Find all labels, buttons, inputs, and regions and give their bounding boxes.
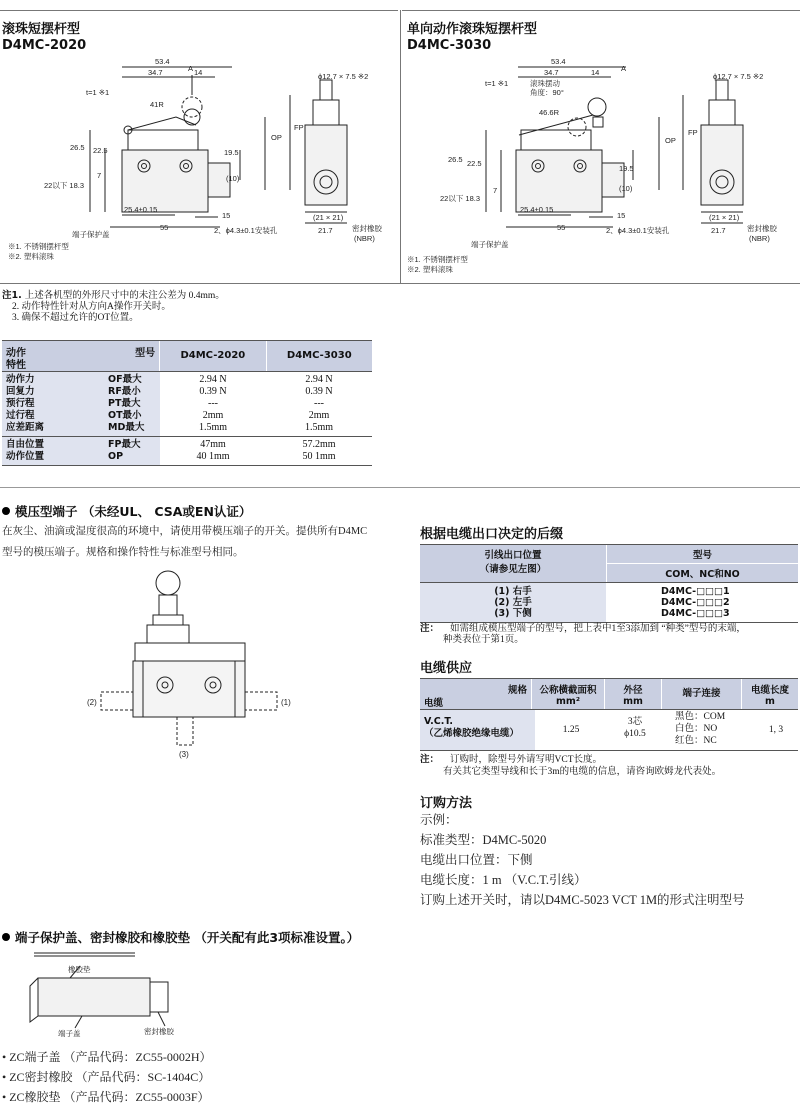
- left-dimension-drawing: [0, 55, 400, 280]
- cable-terminal-color: 白色：NO: [675, 724, 718, 734]
- molded-title: [2, 502, 251, 520]
- right-code: D4MC-3030: [407, 38, 492, 53]
- r-dim-254: 25.4±0.15: [520, 205, 554, 214]
- label-cover: 端子保护盖: [72, 230, 110, 239]
- r-dim-14: 14: [591, 68, 600, 77]
- accessories-drawing: [20, 948, 220, 1043]
- cable-hdr-od: 外径: [623, 685, 643, 696]
- r-dim-55: 55: [557, 223, 566, 232]
- order-line: 示例：: [420, 813, 458, 827]
- r-dim-travel: 滚珠摆动: [530, 79, 560, 88]
- r-dim-a: A: [621, 64, 627, 73]
- spec-name: 过行程: [6, 410, 35, 421]
- cable-hdr-terminal: 端子连接: [662, 679, 742, 709]
- spec-symbol: FP最大: [108, 439, 141, 450]
- r-dim-angle: 角度：90°: [530, 88, 564, 97]
- note-1: ※1. 不锈钢摆杆型: [8, 242, 69, 251]
- note-3-text: 3. 确保不超过允许的OT位置。: [12, 313, 139, 323]
- cable-hdr-length: 电缆长度: [750, 685, 789, 696]
- spec-symbol: RF最小: [108, 386, 141, 397]
- r-dim-op: OP: [665, 136, 676, 145]
- left-title: 滚珠短摆杆型: [2, 22, 81, 37]
- left-code: D4MC-2020: [2, 38, 87, 53]
- cable-od-cores: 3芯: [627, 717, 643, 727]
- bullet-icon: [2, 933, 10, 941]
- suffix-positions: [420, 583, 606, 622]
- r-dim-534: 53.4: [551, 57, 566, 66]
- suffix-hdr-position-note: （请参见左图）: [479, 564, 547, 575]
- spec-symbol: OT最小: [108, 410, 142, 421]
- suffix-title: 根据电缆出口决定的后缀: [420, 527, 564, 542]
- r-dim-t: t=1 ※1: [485, 79, 509, 88]
- dim-hole: 2、ϕ4.3±0.1安装孔: [214, 226, 278, 235]
- molded-title-text: 模压型端子 （未经UL、 CSA或EN认证）: [15, 504, 252, 519]
- label-terminal-cover: 端子盖: [58, 1029, 81, 1038]
- cable-table: [420, 678, 798, 751]
- right-dimension-drawing: [401, 55, 800, 280]
- spec-value-3030: 2.94 N: [305, 374, 333, 385]
- accessory-item: • ZC端子盖 （产品代码：ZC55-0002H）: [2, 1050, 212, 1064]
- r-dim-roller: ϕ12.7 × 7.5 ※2: [713, 72, 764, 81]
- cable-hdr-spec: 规格: [507, 685, 527, 696]
- dim-22: 22以下 18.3: [44, 181, 85, 190]
- dim-195: 19.5: [224, 148, 239, 157]
- dim-41r: 41R: [150, 100, 164, 109]
- r-dim-265: 26.5: [448, 155, 463, 164]
- r-dim-7: 7: [493, 186, 498, 195]
- suffix-hdr-position: 引线出口位置: [484, 550, 542, 561]
- dim-534: 53.4: [155, 57, 170, 66]
- dim-op: OP: [271, 133, 282, 142]
- accessories-title-text: 端子保护盖、密封橡胶和橡胶垫 （开关配有此3项标准设置。）: [15, 930, 360, 945]
- dim-fp: FP: [294, 123, 304, 132]
- cable-note-label: 注：: [420, 754, 440, 765]
- dim-21: (21 × 21): [313, 213, 344, 222]
- spec-name: 动作力: [6, 374, 35, 385]
- accessory-item: • ZC橡胶垫 （产品代码：ZC55-0003F）: [2, 1090, 210, 1104]
- spec-symbol: PT最大: [108, 398, 141, 409]
- spec-symbol: OP: [108, 451, 124, 462]
- cable-name-2: （乙烯橡胶绝缘电缆）: [424, 728, 520, 739]
- operating-characteristics-table: [2, 340, 372, 466]
- top-border-left: [0, 10, 398, 11]
- spec-row-label: [2, 439, 160, 451]
- note-2-text: 2. 动作特性针对从方向A操作开关时。: [12, 302, 171, 312]
- dim-55: 55: [160, 223, 169, 232]
- dim-347: 34.7: [148, 68, 163, 77]
- order-line: 标准类型：D4MC-5020: [420, 833, 547, 847]
- hdr-model: 型号: [135, 348, 156, 359]
- order-line: 订购上述开关时，请以D4MC-5023 VCT 1M的形式注明型号: [420, 893, 745, 907]
- dim-7: 7: [97, 171, 102, 180]
- label-2: (2): [87, 698, 97, 707]
- spec-name: 回复力: [6, 386, 35, 397]
- spec-row-label: [2, 398, 160, 410]
- section-divider: [0, 487, 800, 488]
- suffix-note-1: 如需组成模压型端子的型号，把上表中1至3添加到 “种类”型号的末端，: [450, 624, 746, 634]
- spec-value-2020: 0.39 N: [199, 386, 227, 397]
- right-drawing-panel: [401, 0, 800, 283]
- suffix-model: D4MC-□□□2: [661, 597, 730, 608]
- note-1-text: 上述各机型的外形尺寸中的未注公差为 0.4mm。: [24, 291, 225, 301]
- r-label-seal: 密封橡胶: [747, 224, 777, 233]
- dim-a: A: [188, 64, 194, 73]
- r-dim-217: 21.7: [711, 226, 726, 235]
- dim-254: 25.4±0.15: [124, 205, 158, 214]
- suffix-position: (3) 下侧: [494, 608, 532, 619]
- left-drawing-panel: [0, 0, 400, 283]
- r-label-cover: 端子保护盖: [471, 240, 509, 249]
- spec-values-2020-group-2: [160, 437, 266, 465]
- dim-225: 22.5: [93, 146, 108, 155]
- spec-values-3030-group-1: [266, 372, 372, 436]
- suffix-hdr-terminals: COM、NC和NO: [665, 569, 740, 580]
- spec-value-3030: 2mm: [308, 410, 330, 421]
- r-dim-15: 15: [617, 211, 626, 220]
- spec-name: 动作位置: [6, 451, 45, 462]
- cable-od-diameter: ϕ10.5: [624, 729, 646, 739]
- r-dim-347: 34.7: [544, 68, 559, 77]
- molded-p1: 在灰尘、油滴或湿度很高的环境中，请使用带模压端子的开关。提供所有D4MC: [2, 526, 368, 537]
- hdr-characteristics: 动作: [6, 348, 26, 359]
- suffix-model: D4MC-□□□1: [661, 586, 730, 597]
- cable-hdr-length-unit: m: [765, 696, 775, 707]
- spec-names-group-1: [2, 374, 160, 434]
- suffix-table: [420, 544, 798, 623]
- label-seal: 密封橡胶: [352, 224, 382, 233]
- spec-value-3030: 1.5mm: [304, 422, 334, 433]
- spec-value-3030: 0.39 N: [305, 386, 333, 397]
- cable-note: [420, 754, 721, 778]
- spec-symbol: MD最大: [108, 422, 145, 433]
- spec-value-2020: 2.94 N: [199, 374, 227, 385]
- spec-value-3030: 57.2mm: [302, 439, 336, 450]
- right-title: 单向动作滚珠短摆杆型: [407, 22, 538, 37]
- note-2: ※2. 塑料滚珠: [8, 252, 54, 261]
- dim-265: 26.5: [70, 143, 85, 152]
- cable-hdr-cable: 电缆: [424, 698, 444, 709]
- molded-description: [2, 523, 392, 561]
- label-gasket: 橡胶垫: [68, 965, 91, 974]
- hdr-d4mc-3030: D4MC-3030: [286, 350, 352, 361]
- molded-switch-drawing: [85, 565, 305, 765]
- spec-values-2020-group-1: [160, 372, 266, 436]
- suffix-note-label: 注：: [420, 623, 440, 634]
- spec-value-2020: 40 1mm: [196, 451, 230, 462]
- spec-symbol: OF最大: [108, 374, 142, 385]
- suffix-models: [606, 583, 798, 622]
- label-seal-rubber: 密封橡胶: [144, 1027, 174, 1036]
- suffix-position: (1) 右手: [494, 586, 532, 597]
- spec-names-group-2: [2, 439, 160, 463]
- label-1: (1): [281, 698, 291, 707]
- cable-hdr-area: 公称横截面积: [539, 685, 597, 696]
- r-dim-hole: 2、ϕ4.3±0.1安装孔: [606, 226, 670, 235]
- spec-value-2020: 47mm: [200, 439, 226, 450]
- spec-value-3030: ---: [314, 398, 324, 409]
- r-note-1: ※1. 不锈钢摆杆型: [407, 255, 468, 264]
- cable-note-1: 订购时，除型号外请写明VCT长度。: [450, 755, 603, 765]
- accessory-list: [2, 1047, 212, 1107]
- cable-terminals: [663, 710, 754, 750]
- r-dim-22: 22以下 18.3: [440, 194, 481, 203]
- dim-14: 14: [194, 68, 203, 77]
- spec-value-2020: 1.5mm: [198, 422, 228, 433]
- dim-t: t=1 ※1: [86, 88, 110, 97]
- cable-terminal-color: 黑色：COM: [675, 712, 726, 722]
- order-title: 订购方法: [420, 796, 473, 811]
- cable-hdr-od-unit: mm: [623, 696, 643, 707]
- spec-values-3030-group-2: [266, 437, 372, 465]
- order-example: [420, 810, 745, 910]
- cable-title: 电缆供应: [420, 661, 473, 676]
- order-line: 电缆长度：1 m （V.C.T.引线）: [420, 873, 587, 887]
- cable-length: 1, 3: [768, 725, 784, 735]
- hdr-characteristics-2: 特性: [6, 360, 26, 371]
- label-nbr: (NBR): [354, 234, 375, 243]
- spec-name: 自由位置: [6, 439, 45, 450]
- accessory-item: • ZC密封橡胶 （产品代码：SC-1404C）: [2, 1070, 211, 1084]
- dim-217: 21.7: [318, 226, 333, 235]
- bullet-icon: [2, 507, 10, 515]
- spec-row-label: [2, 451, 160, 463]
- r-dim-466r: 46.6R: [539, 108, 560, 117]
- drawing-bottom-border: [0, 283, 800, 284]
- suffix-hdr-model: 型号: [607, 545, 798, 564]
- note-label: 注1.: [2, 290, 22, 301]
- r-dim-fp: FP: [688, 128, 698, 137]
- spec-value-2020: 2mm: [202, 410, 224, 421]
- spec-name: 应差距离: [6, 422, 45, 433]
- spec-value-2020: ---: [208, 398, 218, 409]
- cable-terminal-color: 红色：NC: [675, 736, 717, 746]
- spec-row-label: [2, 410, 160, 422]
- cable-name: V.C.T.: [424, 716, 453, 727]
- order-line: 电缆出口位置：下侧: [420, 853, 533, 867]
- suffix-note-2: 种类表位于第1页。: [443, 635, 524, 645]
- spec-row-label: [2, 374, 160, 386]
- spec-row-label: [2, 422, 160, 434]
- suffix-note: [420, 623, 746, 646]
- spec-name: 预行程: [6, 398, 35, 409]
- dim-roller: ϕ12.7 × 7.5 ※2: [318, 72, 369, 81]
- r-dim-225: 22.5: [467, 159, 482, 168]
- dim-10: (10): [226, 174, 240, 183]
- spec-value-3030: 50 1mm: [302, 451, 336, 462]
- r-dim-21: (21 × 21): [709, 213, 740, 222]
- hdr-d4mc-2020: D4MC-2020: [160, 341, 266, 371]
- r-note-2: ※2. 塑料滚珠: [407, 265, 453, 274]
- general-notes: [2, 290, 225, 324]
- cable-area: 1.25: [562, 725, 580, 735]
- dim-15: 15: [222, 211, 231, 220]
- molded-p2: 型号的模压端子。规格和操作特性与标准型号相同。: [2, 547, 244, 558]
- cable-hdr-area-unit: mm²: [556, 696, 580, 707]
- r-label-nbr: (NBR): [749, 234, 770, 243]
- r-dim-195: 19.5: [619, 164, 634, 173]
- spec-row-label: [2, 386, 160, 398]
- suffix-model: D4MC-□□□3: [661, 608, 730, 619]
- cable-note-2: 有关其它类型导线和长于3m的电缆的信息，请咨询欧姆龙代表处。: [443, 767, 722, 777]
- label-3: (3): [179, 750, 189, 759]
- r-dim-10: (10): [619, 184, 633, 193]
- accessories-title: [2, 928, 359, 946]
- suffix-position: (2) 左手: [494, 597, 532, 608]
